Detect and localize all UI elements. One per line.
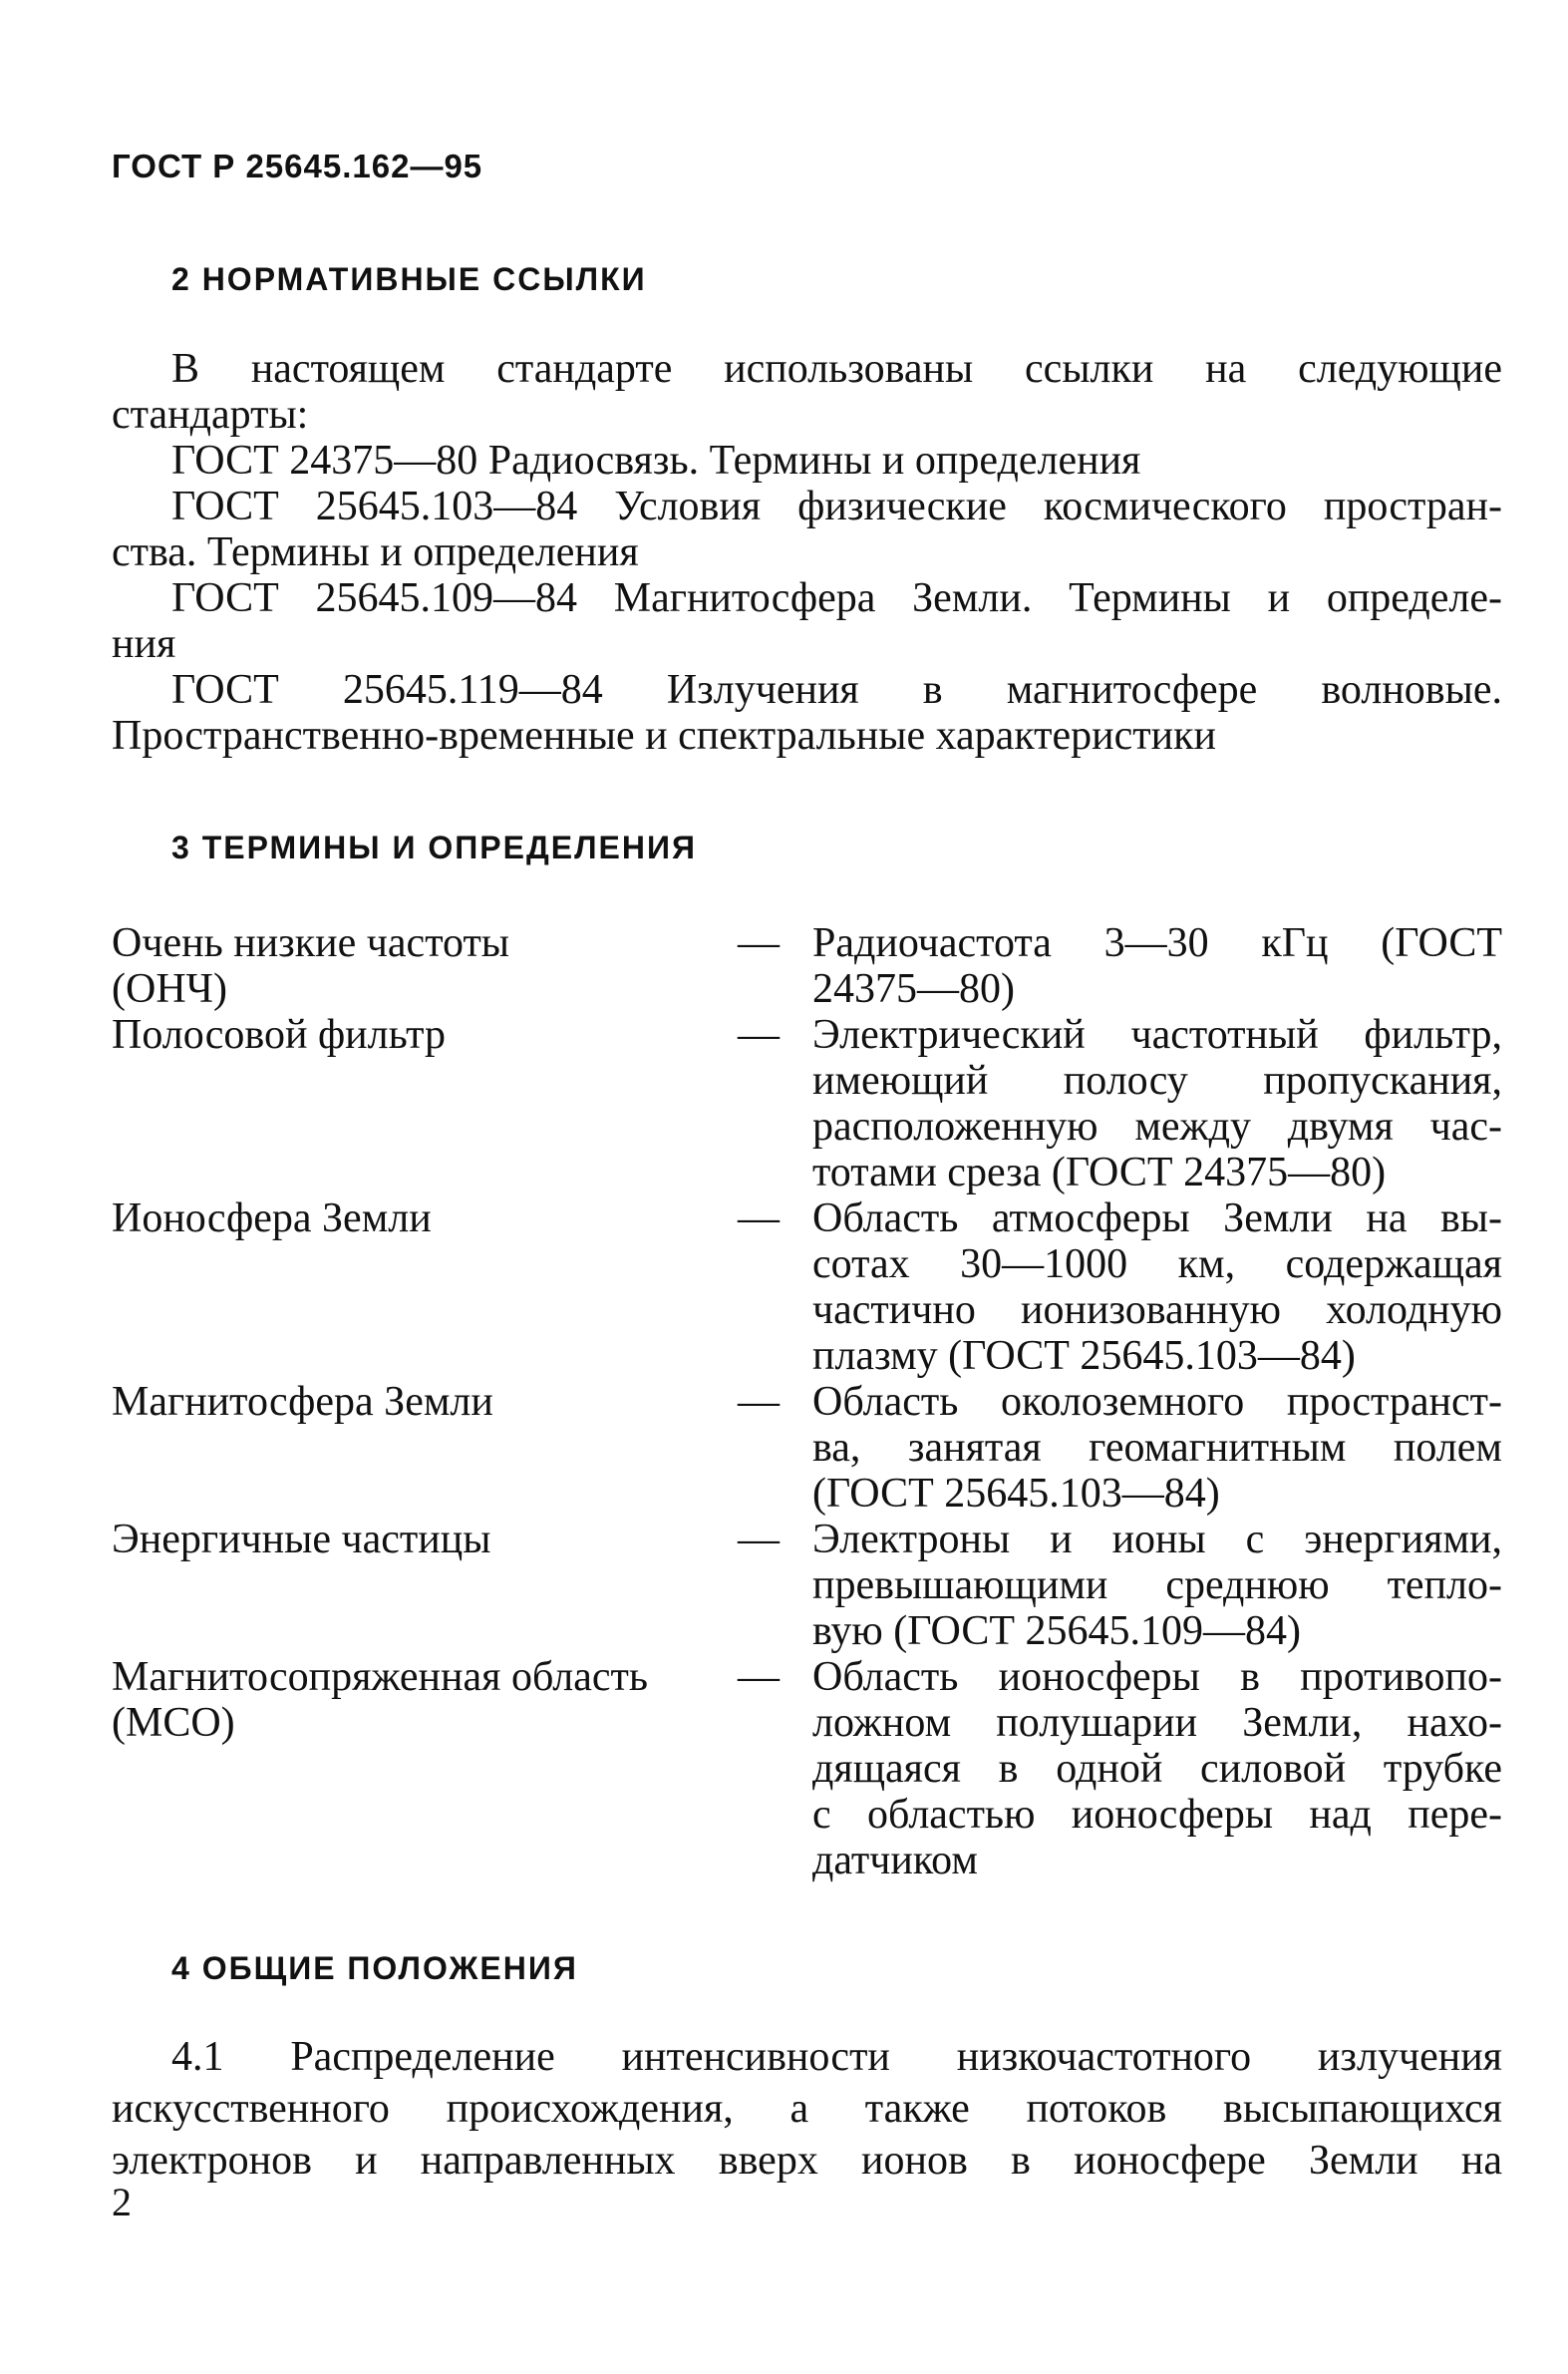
definition-line: дящаяся в одной силовой трубке xyxy=(812,1746,1502,1792)
definition-line: расположенную между двумя час- xyxy=(812,1104,1502,1150)
term-definition xyxy=(812,1195,1502,1379)
definition-line: вую (ГОСТ 25645.109—84) xyxy=(812,1608,1301,1654)
term-definition xyxy=(812,1379,1502,1517)
definition-line: с областью ионосферы над пере- xyxy=(812,1792,1502,1838)
term-label: Магнитосопряженная область xyxy=(112,1654,649,1700)
sec2-line: ГОСТ 25645.119—84 Излучения в магнитосфере волновые. xyxy=(171,667,1502,713)
sec4-line: электронов и направленных вверх ионов в ионосфере Земли на xyxy=(112,2138,1502,2184)
sec2-line: ства. Термины и определения xyxy=(112,529,639,575)
sec2-line: В настоящем стандарте использованы ссылки на следующие xyxy=(171,346,1502,392)
definition-line: (ГОСТ 25645.103—84) xyxy=(812,1471,1220,1517)
term-dash: — xyxy=(738,920,780,966)
sec2-line: Пространственно-временные и спектральные характеристики xyxy=(112,713,1216,759)
sec2-line: ния xyxy=(112,621,176,667)
definition-line: 24375—80) xyxy=(812,966,1015,1012)
definition-line: сотах 30—1000 км, содержащая xyxy=(812,1241,1502,1287)
term-definition xyxy=(812,1012,1502,1195)
section-2-title: 2 НОРМАТИВНЫЕ ССЫЛКИ xyxy=(171,261,647,297)
section-4-title: 4 ОБЩИЕ ПОЛОЖЕНИЯ xyxy=(171,1950,578,1986)
term-dash: — xyxy=(738,1517,780,1562)
definition-line: тотами среза (ГОСТ 24375—80) xyxy=(812,1150,1387,1195)
sec2-line: ГОСТ 24375—80 Радиосвязь. Термины и определения xyxy=(171,438,1141,484)
definition-line: Область околоземного пространст- xyxy=(812,1379,1502,1425)
page-number: 2 xyxy=(112,2180,132,2224)
term-dash: — xyxy=(738,1379,780,1425)
document-header: ГОСТ Р 25645.162—95 xyxy=(112,148,483,184)
term-dash: — xyxy=(738,1195,780,1241)
term-label: Очень низкие частоты xyxy=(112,920,510,966)
term-label: Энергичные частицы xyxy=(112,1517,491,1562)
definition-line: плазму (ГОСТ 25645.103—84) xyxy=(812,1333,1356,1379)
sec2-line: ГОСТ 25645.109—84 Магнитосфера Земли. Термины и определе- xyxy=(171,575,1502,621)
definition-line: имеющий полосу пропускания, xyxy=(812,1058,1502,1104)
sec4-line: 4.1 Распределение интенсивности низкочастотного излучения xyxy=(171,2034,1502,2080)
definition-line: ва, занятая геомагнитным полем xyxy=(812,1425,1502,1471)
sec2-line: стандарты: xyxy=(112,392,309,438)
section-3-title: 3 ТЕРМИНЫ И ОПРЕДЕЛЕНИЯ xyxy=(171,830,697,865)
term-label: Ионосфера Земли xyxy=(112,1195,432,1241)
definition-line: частично ионизованную холодную xyxy=(812,1287,1502,1333)
term-definition xyxy=(812,920,1502,1012)
definition-line: Область атмосферы Земли на вы- xyxy=(812,1195,1502,1241)
term-definition xyxy=(812,1517,1502,1654)
definition-line: превышающими среднюю тепло- xyxy=(812,1562,1502,1608)
definition-line: Электрический частотный фильтр, xyxy=(812,1012,1502,1058)
definition-line: Радиочастота 3—30 кГц (ГОСТ xyxy=(812,920,1502,966)
sec4-line: искусственного происхождения, а также потоков высыпающихся xyxy=(112,2086,1502,2132)
term-label: Магнитосфера Земли xyxy=(112,1379,493,1425)
term-label: (МСО) xyxy=(112,1700,235,1746)
term-dash: — xyxy=(738,1012,780,1058)
term-label: (ОНЧ) xyxy=(112,966,227,1012)
definition-line: Электроны и ионы с энергиями, xyxy=(812,1517,1502,1562)
sec2-line: ГОСТ 25645.103—84 Условия физические космического простран- xyxy=(171,484,1502,529)
term-dash: — xyxy=(738,1654,780,1700)
definition-line: Область ионосферы в противопо- xyxy=(812,1654,1502,1700)
term-definition xyxy=(812,1654,1502,1883)
definition-line: ложном полушарии Земли, нахо- xyxy=(812,1700,1502,1746)
term-label: Полосовой фильтр xyxy=(112,1012,447,1058)
definition-line: датчиком xyxy=(812,1838,978,1883)
